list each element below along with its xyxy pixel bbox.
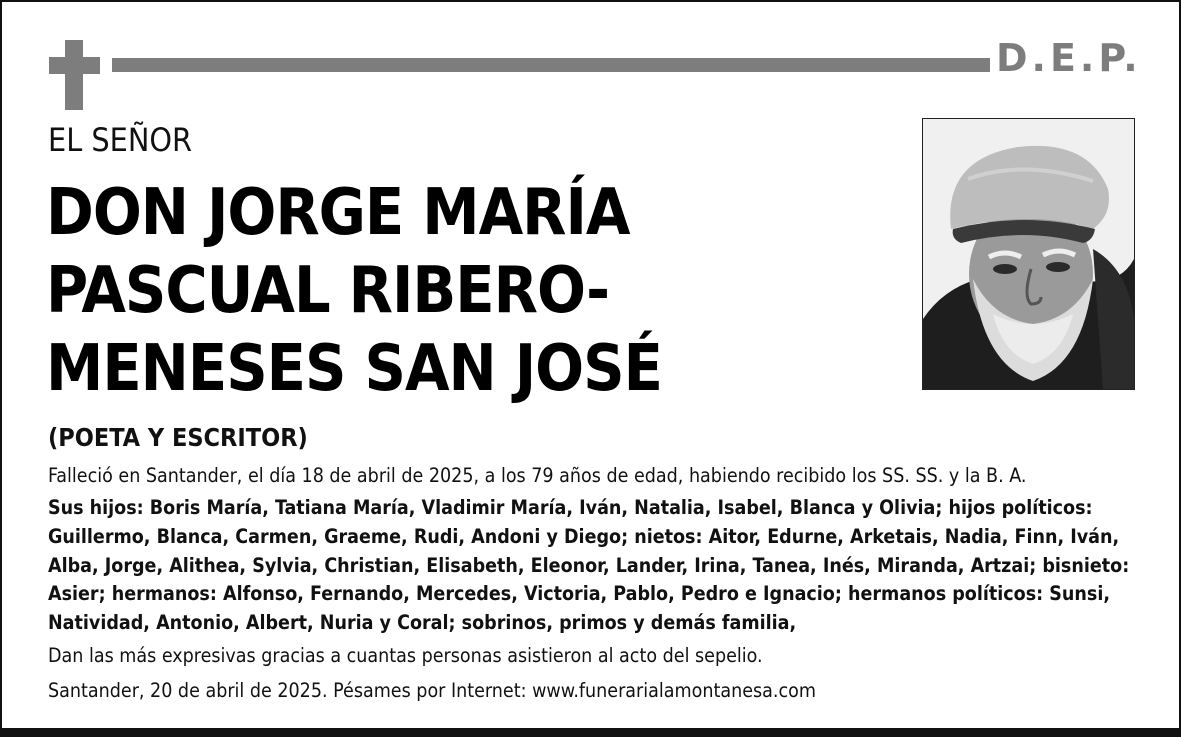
death-notice: Falleció en Santander, el día 18 de abril de 2025, a los 79 años de edad, habiendo recibido los SS. SS. y la B. A.	[48, 464, 1027, 487]
name-line-1: DON JORGE MARÍA	[46, 176, 630, 250]
name-line-3: MENESES SAN JOSÉ	[46, 332, 662, 406]
name-line-2: PASCUAL RIBERO-	[46, 254, 609, 328]
header-rule	[112, 58, 990, 72]
honorific: EL SEÑOR	[48, 121, 193, 159]
profession: (POETA Y ESCRITOR)	[48, 423, 308, 452]
latin-cross-icon-bar	[49, 57, 100, 74]
footer-text: Santander, 20 de abril de 2025. Pésames por Internet: www.funerarialamontanesa.com	[48, 679, 816, 702]
portrait-photo	[922, 118, 1135, 390]
family-list: Sus hijos: Boris María, Tatiana María, Vladimir María, Iván, Natalia, Isabel, Blanca y Olivia; hijos políticos: Guillermo, Blanca, Carmen, Graeme, Rudi, Andoni y Diego; nietos: Aitor, Edurne, Arketais, Nadia, Finn, Iván, Alba, Jorge, Alithea, Sylvia, Christian, Elisabeth, Eleonor, Lander, Irina, Tanea, Inés, Miranda, Artzai; bisnieto: Asier; hermanos: Alfonso, Fernando, Mercedes, Victoria, Pablo, Pedro e Ignacio; hermanos políticos: Sunsi, Natividad, Antonio, Albert, Nuria y Coral; sobrinos, primos y demás familia,	[48, 496, 1130, 635]
latin-cross-icon	[65, 40, 83, 110]
deceased-name	[46, 174, 746, 408]
portrait-illustration	[923, 119, 1134, 389]
dep-label: D.E.P.	[996, 36, 1142, 80]
thanks-text: Dan las más expresivas gracias a cuantas personas asistieron al acto del sepelio.	[48, 644, 763, 667]
